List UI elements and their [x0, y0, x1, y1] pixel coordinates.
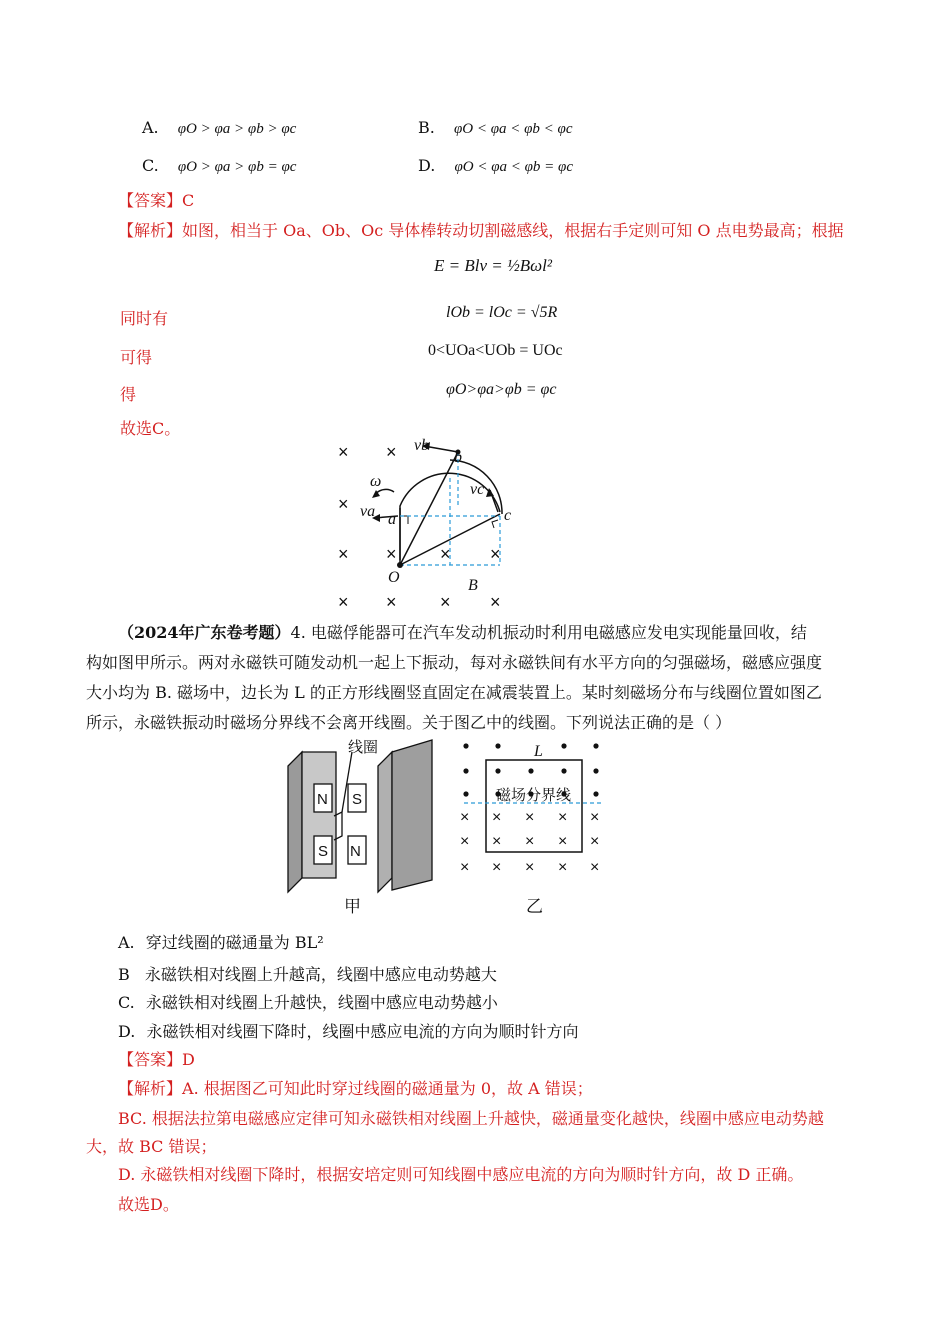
q4-option-d: D. 永磁铁相对线圈下降时，线圈中感应电流的方向为顺时针方向 — [118, 1022, 579, 1041]
q3-also-label: 同时有 — [120, 309, 169, 328]
yi-cross: × — [525, 859, 535, 876]
fig3-label-omega: ω — [370, 473, 382, 490]
q4-analysis-line-4: D. 永磁铁相对线圈下降时，根据安培定则可知线圈中感应电流的方向为顺时针方向，故 D 正确。 — [118, 1165, 804, 1184]
fig3-label-c: c — [504, 507, 512, 524]
fig3-cross: × — [338, 442, 349, 462]
q4-source: （2024年广东卷考题） — [118, 623, 291, 642]
fig3-cross: × — [490, 544, 501, 564]
q4-option-a: A. 穿过线圈的磁通量为 BL² — [118, 933, 324, 952]
q4-stem-line-4: 所示，永磁铁振动时磁场分界线不会离开线圈。关于图乙中的线圈。下列说法正确的是（ ） — [86, 713, 732, 732]
yi-boundary-label: 磁场分界线 — [496, 787, 572, 804]
q3-option-c-expr: φO > φa > φb = φc — [177, 159, 297, 175]
yi-label-l: L — [534, 743, 543, 760]
yi-cross: × — [492, 809, 502, 826]
q4-analysis-line-3: 大，故 BC 错误； — [86, 1137, 217, 1156]
q3-option-b: B. φO < φa < φb < φc — [418, 118, 573, 137]
jia-coil-label: 线圈 — [348, 739, 379, 756]
jia-label-s-right: S — [352, 791, 363, 808]
q3-option-b-expr: φO < φa < φb < φc — [453, 121, 573, 137]
fig3-label-vc: vc — [470, 481, 485, 498]
fig3-right-a — [400, 516, 408, 524]
fig3-cross: × — [386, 544, 397, 564]
yi-cross: × — [558, 809, 568, 826]
yi-dot — [561, 743, 566, 748]
yi-dot — [463, 791, 468, 796]
yi-cross: × — [525, 833, 535, 850]
fig3-cross: × — [440, 544, 451, 564]
q3-analysis: 【解析】如图，相当于 Oa、Ob、Oc 导体棒转动切割磁感线，根据右手定则可知 O 点电势最高；根据 — [118, 221, 844, 240]
q3-option-d-expr: φO < φa < φb = φc — [454, 159, 573, 175]
yi-dot — [463, 768, 468, 773]
jia-label-n-left: N — [317, 791, 328, 808]
q4-analysis-line-1: 【解析】A. 根据图乙可知此时穿过线圈的磁通量为 0，故 A 错误； — [118, 1079, 593, 1098]
q4-option-b: B 永磁铁相对线圈上升越高，线圈中感应电动势越大 — [118, 965, 497, 984]
yi-dot — [593, 791, 598, 796]
fig3-cross: × — [440, 592, 451, 612]
yi-cross: × — [492, 859, 502, 876]
q3-conclusion: 故选C。 — [120, 419, 181, 438]
q3-figure — [330, 438, 560, 613]
fig3-label-vb: vb — [414, 437, 430, 454]
q3-keyi-label: 可得 — [120, 348, 153, 367]
yi-cross: × — [525, 809, 535, 826]
yi-dot — [593, 743, 598, 748]
q3-option-d: D. φO < φa < φb = φc — [418, 156, 573, 175]
q4-option-c: C. 永磁铁相对线圈上升越快，线圈中感应电动势越小 — [118, 993, 498, 1012]
q3-answer: 【答案】C — [118, 191, 195, 210]
fig3-cross: × — [490, 592, 501, 612]
q3-formula-phi: φO>φa>φb = φc — [446, 381, 557, 398]
fig3-label-b: b — [454, 449, 462, 466]
q3-de-label: 得 — [120, 385, 137, 404]
yi-dot — [593, 768, 598, 773]
q4-analysis-line-2: BC. 根据法拉第电磁感应定律可知永磁铁相对线圈上升越快，磁通量变化越快，线圈中感应电动势越 — [118, 1109, 824, 1128]
fig3-cross: × — [386, 442, 397, 462]
yi-cross: × — [460, 859, 470, 876]
fig3-label-b-field: B — [468, 577, 478, 594]
jia-label-s-left: S — [318, 843, 329, 860]
q4-figure-jia — [286, 736, 436, 916]
yi-dot — [495, 768, 500, 773]
q4-stem-line-3: 大小均为 B. 磁场中，边长为 L 的正方形线圈竖直固定在减震装置上。某时刻磁场分布与线圈位置如图乙 — [86, 683, 822, 702]
yi-dot — [495, 743, 500, 748]
yi-cross: × — [590, 833, 600, 850]
q4-answer: 【答案】D — [118, 1050, 195, 1069]
jia-left-plate-side — [288, 752, 302, 892]
jia-right-plate-side — [378, 752, 392, 892]
yi-dot — [528, 768, 533, 773]
q3-formula-emf: E = Blv = ½Bωl² — [434, 256, 552, 275]
q4-conclusion: 故选D。 — [118, 1195, 179, 1214]
jia-caption: 甲 — [344, 897, 361, 916]
fig3-cross: × — [338, 494, 349, 514]
fig3-label-o: O — [388, 569, 400, 586]
q3-option-a-expr: φO > φa > φb > φc — [177, 121, 297, 137]
q4-figure-yi — [454, 736, 614, 916]
yi-dot — [561, 768, 566, 773]
fig3-right-c — [492, 520, 498, 528]
yi-caption: 乙 — [526, 897, 543, 916]
jia-right-plate-front — [392, 740, 432, 890]
q4-stem-line-1: （2024年广东卷考题）4. 电磁俘能器可在汽车发动机振动时利用电磁感应发电实现能量回收，结 — [118, 623, 807, 642]
fig3-point-o — [397, 562, 403, 568]
yi-dot — [463, 743, 468, 748]
yi-cross: × — [492, 833, 502, 850]
yi-cross: × — [558, 859, 568, 876]
yi-cross: × — [558, 833, 568, 850]
fig3-cross: × — [386, 592, 397, 612]
yi-cross: × — [590, 809, 600, 826]
yi-cross: × — [590, 859, 600, 876]
fig3-cross: × — [338, 592, 349, 612]
jia-label-n-right: N — [350, 843, 361, 860]
q4-stem-line-2: 构如图甲所示。两对永磁铁可随发动机一起上下振动，每对永磁铁间有水平方向的匀强磁场，磁感应强度 — [86, 653, 823, 672]
q3-formula-u: 0<UOa<UOb = UOc — [428, 342, 563, 359]
q3-option-a: A. φO > φa > φb > φc — [142, 118, 297, 137]
yi-cross: × — [460, 833, 470, 850]
q3-option-c: C. φO > φa > φb = φc — [142, 156, 297, 175]
fig3-label-va: va — [360, 503, 376, 520]
q3-formula-len: lOb = lOc = √5R — [446, 304, 558, 321]
yi-cross: × — [460, 809, 470, 826]
fig3-label-a: a — [388, 511, 396, 528]
fig3-cross: × — [338, 544, 349, 564]
